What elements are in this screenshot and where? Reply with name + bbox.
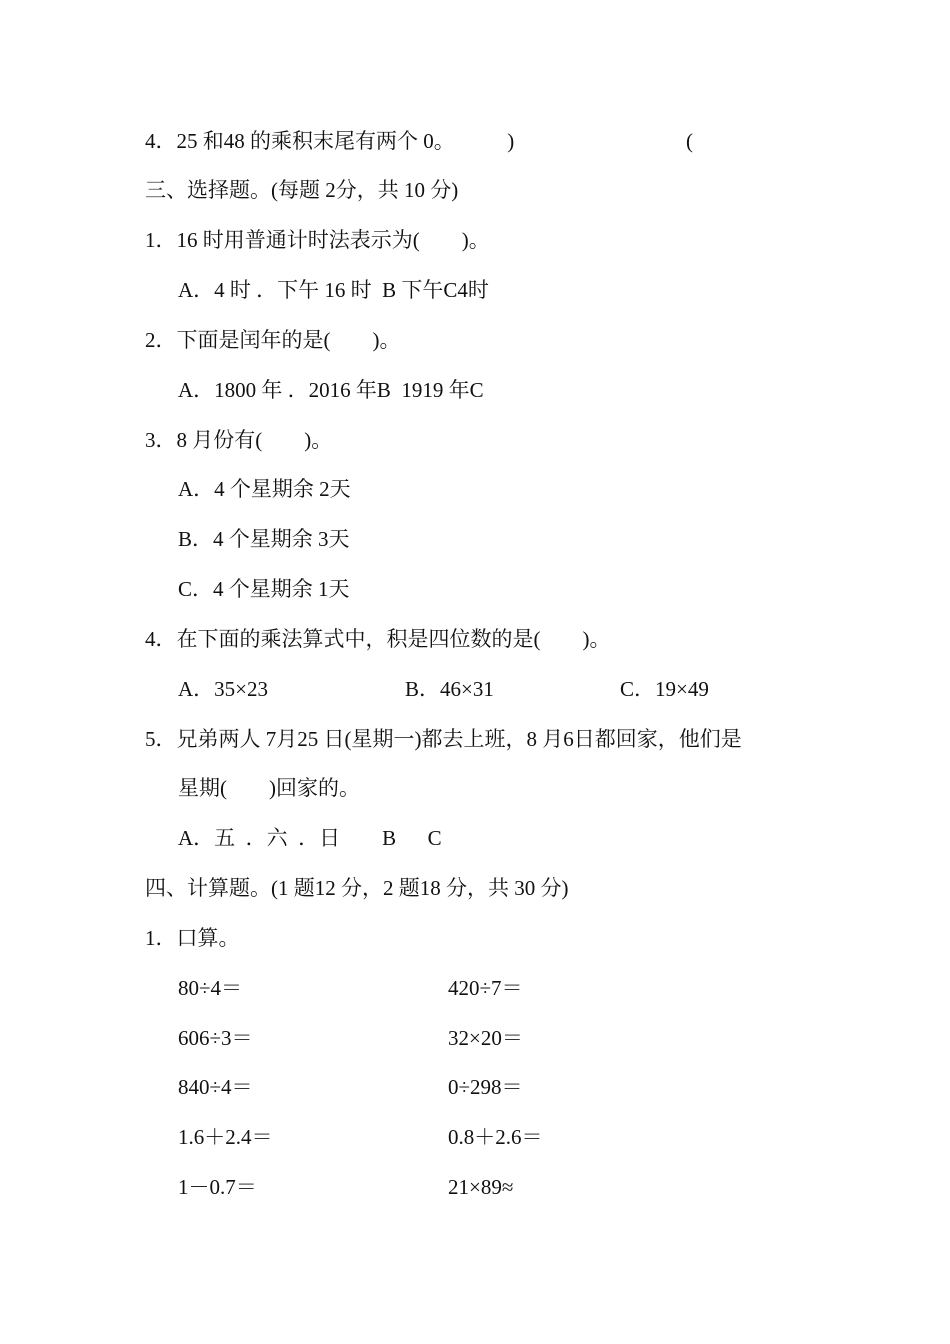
choice-question-5-line2: 星期( )回家的。	[178, 776, 360, 800]
judge-q4-paren: (	[686, 129, 693, 153]
calc-item: 606÷3＝	[178, 1026, 253, 1050]
choice-q4-option-c: C．19×49	[620, 677, 709, 701]
judge-q4-text: 4．25 和48 的乘积末尾有两个 0。 )	[145, 129, 515, 153]
choice-question-5-line1: 5．兄弟两人 7月25 日(星期一)都去上班，8 月6日都回家，他们是	[145, 727, 742, 751]
choice-question-1: 1．16 时用普通计时法表示为( )。	[145, 228, 490, 252]
calc-item: 32×20＝	[448, 1026, 523, 1050]
choice-question-3: 3．8 月份有( )。	[145, 428, 333, 452]
choice-q3-option-b: B．4 个星期余 3天	[178, 527, 350, 551]
choice-question-2: 2．下面是闰年的是( )。	[145, 328, 401, 352]
choice-q3-option-c: C．4 个星期余 1天	[178, 577, 350, 601]
choice-q5-options: A．五 ．六 ．日 B C	[178, 826, 442, 850]
calc-question-1: 1．口算。	[145, 926, 240, 950]
choice-question-4: 4．在下面的乘法算式中，积是四位数的是( )。	[145, 627, 611, 651]
calc-item: 0.8＋2.6＝	[448, 1125, 543, 1149]
calc-item: 840÷4＝	[178, 1075, 253, 1099]
calc-item: 1.6＋2.4＝	[178, 1125, 273, 1149]
choice-q2-options: A．1800 年 ．2016 年B 1919 年C	[178, 378, 484, 402]
choice-q4-option-b: B．46×31	[405, 677, 494, 701]
section-title: 三、选择题。(每题 2分，共 10 分)	[145, 178, 459, 202]
calc-item: 80÷4＝	[178, 976, 243, 1000]
calc-item: 0÷298＝	[448, 1075, 523, 1099]
section-title: 四、计算题。(1 题12 分，2 题18 分，共 30 分)	[145, 876, 569, 900]
choice-q4-option-a: A．35×23	[178, 677, 269, 701]
calc-item: 1－0.7＝	[178, 1175, 257, 1199]
choice-q3-option-a: A．4 个星期余 2天	[178, 477, 351, 501]
choice-q1-options: A．4 时 ．下午 16 时 B 下午C4时	[178, 278, 489, 302]
calc-item: 21×89≈	[448, 1175, 514, 1199]
calc-item: 420÷7＝	[448, 976, 523, 1000]
